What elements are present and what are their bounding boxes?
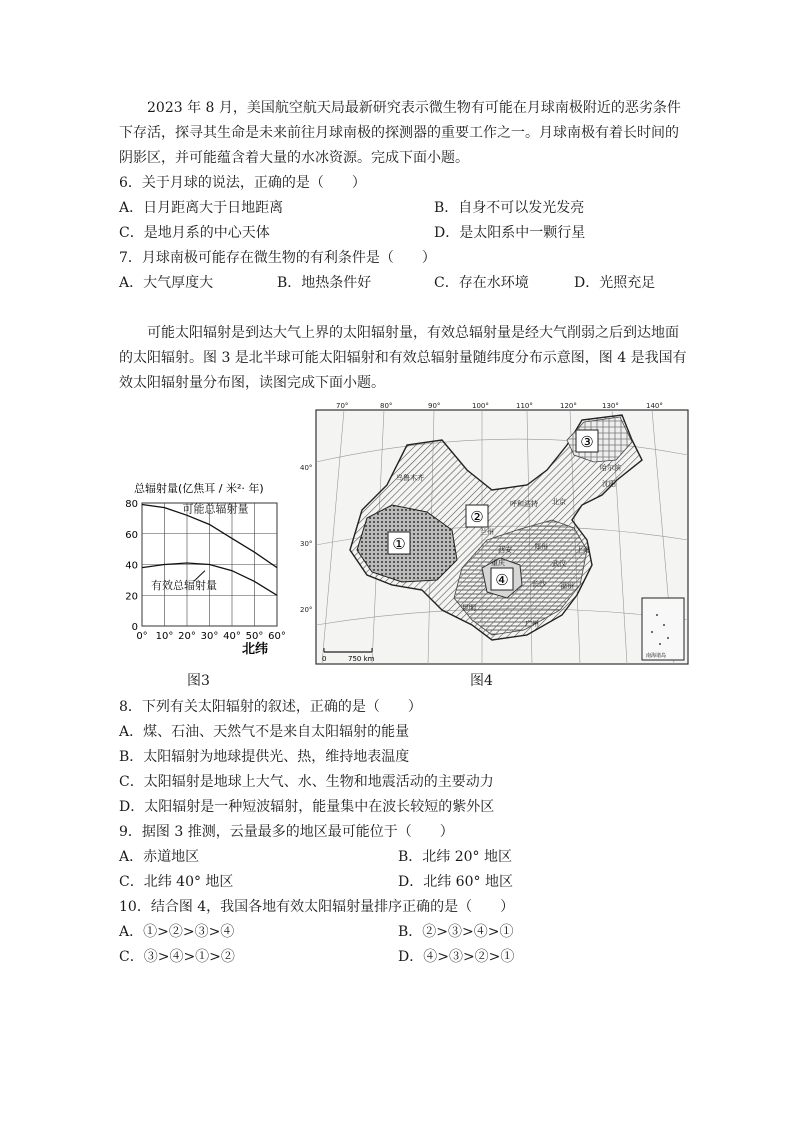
city-changsha: 长沙 [532, 580, 546, 588]
passage1-line3: 阴影区，并可能蕴含着大量的水冰资源。完成下面小题。 [119, 150, 469, 166]
series-label-effective: 有效总辐射量 [151, 579, 217, 593]
city-wuhan: 武汉 [552, 560, 566, 568]
q10-stem: 10．结合图 4，我国各地有效太阳辐射量排序正确的是（ ） [119, 899, 515, 915]
q8-stem: 8．下列有关太阳辐射的叙述，正确的是（ ） [119, 699, 422, 715]
passage1-line1: 2023 年 8 月，美国航空航天局最新研究表示微生物有可能在月球南极附近的恶劣条件 [147, 100, 681, 116]
x-tick-label: 30° [200, 631, 219, 642]
scale-zero: 0 [322, 655, 327, 663]
figure-3 [112, 478, 302, 663]
passage1-line2: 下存活，探寻其生命是未来前往月球南极的探测器的重要工作之一。月球南极有着长时间的 [119, 125, 679, 141]
lon-label-90: 90° [428, 402, 441, 410]
q6-option-c: C．是地月系的中心天体 [119, 225, 270, 241]
city-kunming: 昆明 [462, 604, 476, 612]
city-lanzhou: 兰州 [480, 528, 494, 536]
y-tick-label: 0 [131, 622, 138, 633]
lon-label-130: 130° [602, 402, 619, 410]
city-xian: 西安 [498, 546, 512, 554]
q10-option-d: D．④>③>②>① [398, 949, 515, 965]
region-1-label: ① [392, 535, 406, 553]
q8-option-c: C．太阳辐射是地球上大气、水、生物和地震活动的主要动力 [119, 774, 494, 790]
q8-option-d: D．太阳辐射是一种短波辐射，能量集中在波长较短的紫外区 [119, 799, 495, 815]
lat-label-30: 30° [300, 540, 313, 548]
q9-option-c: C．北纬 40° 地区 [119, 874, 234, 890]
q6-stem: 6．关于月球的说法，正确的是（ ） [119, 175, 366, 191]
q7-option-a: A．大气厚度大 [119, 275, 214, 291]
x-tick-label: 60° [268, 631, 286, 642]
region-4-label: ④ [495, 571, 509, 589]
x-tick-label: 20° [178, 631, 196, 642]
figure-3-caption: 图3 [187, 673, 210, 689]
y-tick-label: 40 [125, 560, 138, 572]
region-2-label: ② [470, 508, 484, 526]
figure-4-caption: 图4 [470, 673, 493, 689]
city-urumqi: 乌鲁木齐 [396, 474, 424, 482]
q6-option-b: B．自身不可以发光发亮 [434, 200, 585, 216]
figure-4 [300, 400, 692, 668]
q9-stem: 9．据图 3 推测，云量最多的地区最可能位于（ ） [119, 824, 454, 840]
x-tick-label: 0° [136, 631, 148, 642]
q6-option-d: D．是太阳系中一颗行星 [434, 225, 586, 241]
south-sea-inset [642, 598, 684, 660]
city-chongqing: 重庆 [491, 559, 505, 567]
lon-label-70: 70° [336, 402, 349, 410]
city-hohhot: 呼和浩特 [510, 500, 538, 508]
city-shanghai: 上海 [576, 546, 590, 554]
passage2-line3: 效太阳辐射量分布图，读图完成下面小题。 [119, 375, 385, 391]
figure-4-map [300, 400, 692, 668]
city-guangzhou: 广州 [525, 620, 539, 628]
q8-option-b: B．太阳辐射为地球提供光、热，维持地表温度 [119, 749, 410, 765]
x-axis-label: 北纬 [242, 642, 269, 657]
city-harbin: 哈尔滨 [600, 464, 621, 472]
q7-stem: 7．月球南极可能存在微生物的有利条件是（ ） [119, 250, 436, 266]
lon-label-100: 100° [472, 402, 489, 410]
chart-title: 总辐射量(亿焦耳 / 米²· 年) [134, 482, 264, 495]
q7-option-d: D．光照充足 [574, 275, 656, 291]
passage2-line1: 可能太阳辐射是到达大气上界的太阳辐射量，有效总辐射量是经大气削弱之后到达地面 [147, 325, 679, 341]
lon-label-120: 120° [560, 402, 577, 410]
figure-3-chart [112, 478, 302, 663]
city-beijing: 北京 [552, 498, 566, 506]
q9-option-a: A．赤道地区 [119, 849, 200, 865]
y-tick-label: 20 [125, 591, 138, 603]
lon-label-110: 110° [516, 402, 533, 410]
inset-label: 南海诸岛 [646, 653, 667, 659]
q9-option-d: D．北纬 60° 地区 [398, 874, 513, 890]
series-label-possible: 可能总辐射量 [182, 502, 249, 516]
x-tick-label: 50° [245, 631, 264, 642]
lat-label-40: 40° [300, 464, 313, 472]
x-tick-label: 40° [223, 631, 241, 642]
y-tick-label: 80 [125, 499, 138, 510]
y-tick-label: 60 [125, 529, 138, 541]
lon-label-80: 80° [380, 402, 393, 410]
lon-label-140: 140° [646, 402, 663, 410]
passage2-line2: 的太阳辐射。图 3 是北半球可能太阳辐射和有效总辐射量随纬度分布示意图，图 4 是我国有 [119, 350, 687, 366]
q7-option-b: B．地热条件好 [277, 275, 372, 291]
city-zhengzhou: 郑州 [534, 543, 548, 551]
q7-option-c: C．存在水环境 [434, 275, 529, 291]
q6-option-a: A．日月距离大于日地距离 [119, 200, 284, 216]
q9-option-b: B．北纬 20° 地区 [398, 849, 513, 865]
lat-label-20: 20° [300, 606, 313, 614]
scale-label: 750 km [348, 655, 375, 663]
x-tick-label: 10° [155, 631, 174, 642]
q10-option-a: A．①>②>③>④ [119, 924, 235, 940]
q8-option-a: A．煤、石油、天然气不是来自太阳辐射的能量 [119, 724, 410, 740]
q10-option-b: B．②>③>④>① [398, 924, 514, 940]
region-3-label: ③ [580, 433, 594, 451]
q10-option-c: C．③>④>①>② [119, 949, 235, 965]
city-shenyang: 沈阳 [602, 480, 616, 488]
city-fuzhou: 福州 [560, 582, 574, 590]
